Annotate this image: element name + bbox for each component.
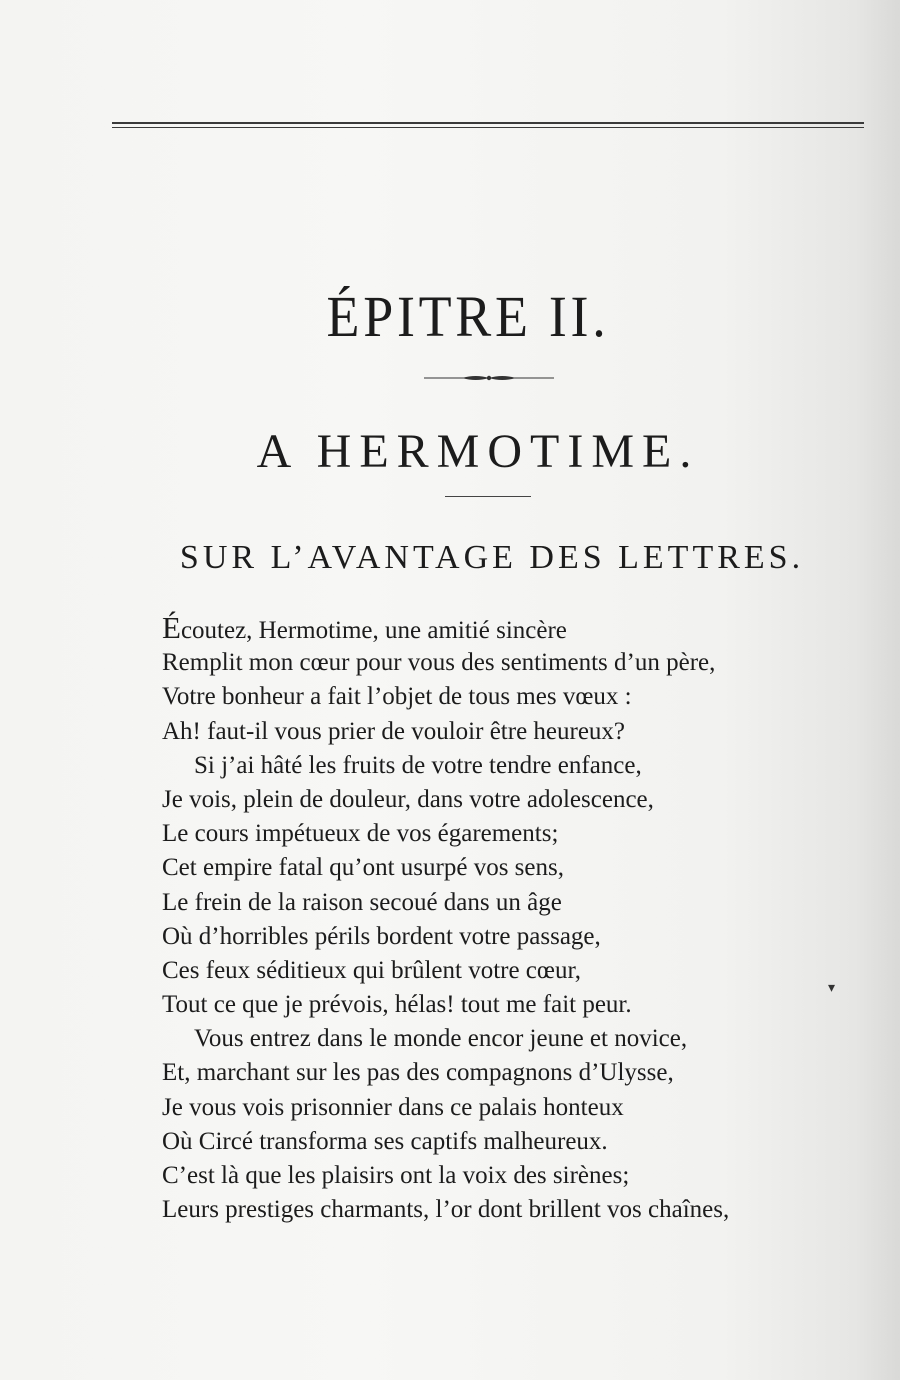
poem-line xyxy=(162,612,862,646)
poem-line: Votre bonheur a fait l’objet de tous mes vœux : xyxy=(162,683,632,711)
subject-heading: SUR L’AVANTAGE DES LETTRES. xyxy=(179,539,805,576)
poem-line: Je vous vois prisonnier dans ce palais honteux xyxy=(162,1093,624,1121)
poem-line: Si j’ai hâté les fruits de votre tendre enfance, xyxy=(194,751,642,779)
poem-line: Et, marchant sur les pas des compagnons d’Ulysse, xyxy=(162,1059,674,1087)
top-double-rule xyxy=(112,122,864,130)
poem-line: Vous entrez dans le monde encor jeune et novice, xyxy=(194,1025,688,1053)
dedication-underline xyxy=(445,496,531,497)
poem-line: Le frein de la raison secoué dans un âge xyxy=(162,888,562,916)
poem-line: Cet empire fatal qu’ont usurpé vos sens, xyxy=(162,854,564,882)
poem-line: Tout ce que je prévois, hélas! tout me fait peur. xyxy=(162,991,632,1019)
poem-line: Leurs prestiges charmants, l’or dont brillent vos chaînes, xyxy=(162,1196,730,1224)
poem-line-text: coutez, Hermotime, une amitié sincère xyxy=(180,617,567,644)
poem-body xyxy=(162,612,862,1227)
initial-letter: É xyxy=(162,610,181,645)
title-ornament-rule xyxy=(424,372,554,384)
poem-line: Où Circé transforma ses captifs malheureux. xyxy=(162,1127,608,1155)
poem-line: Remplit mon cœur pour vous des sentiments d’un père, xyxy=(162,649,716,677)
dedication-heading: A HERMOTIME. xyxy=(256,425,700,478)
poem-line: Je vois, plein de douleur, dans votre adolescence, xyxy=(162,785,654,813)
poem-line: C’est là que les plaisirs ont la voix des sirènes; xyxy=(162,1162,630,1189)
poem-line: Ces feux séditieux qui brûlent votre cœur, xyxy=(162,956,582,984)
top-rule-thick-line xyxy=(112,122,864,124)
top-rule-thin-line xyxy=(112,127,864,128)
poem-line: Le cours impétueux de vos égarements; xyxy=(162,820,559,848)
chapter-title: ÉPITRE II. xyxy=(326,284,610,349)
poem-line: Où d’horribles périls bordent votre passage, xyxy=(162,922,601,950)
poem-line: Ah! faut-il vous prier de vouloir être heureux? xyxy=(162,717,626,745)
ink-speck: ▾ xyxy=(828,981,836,996)
